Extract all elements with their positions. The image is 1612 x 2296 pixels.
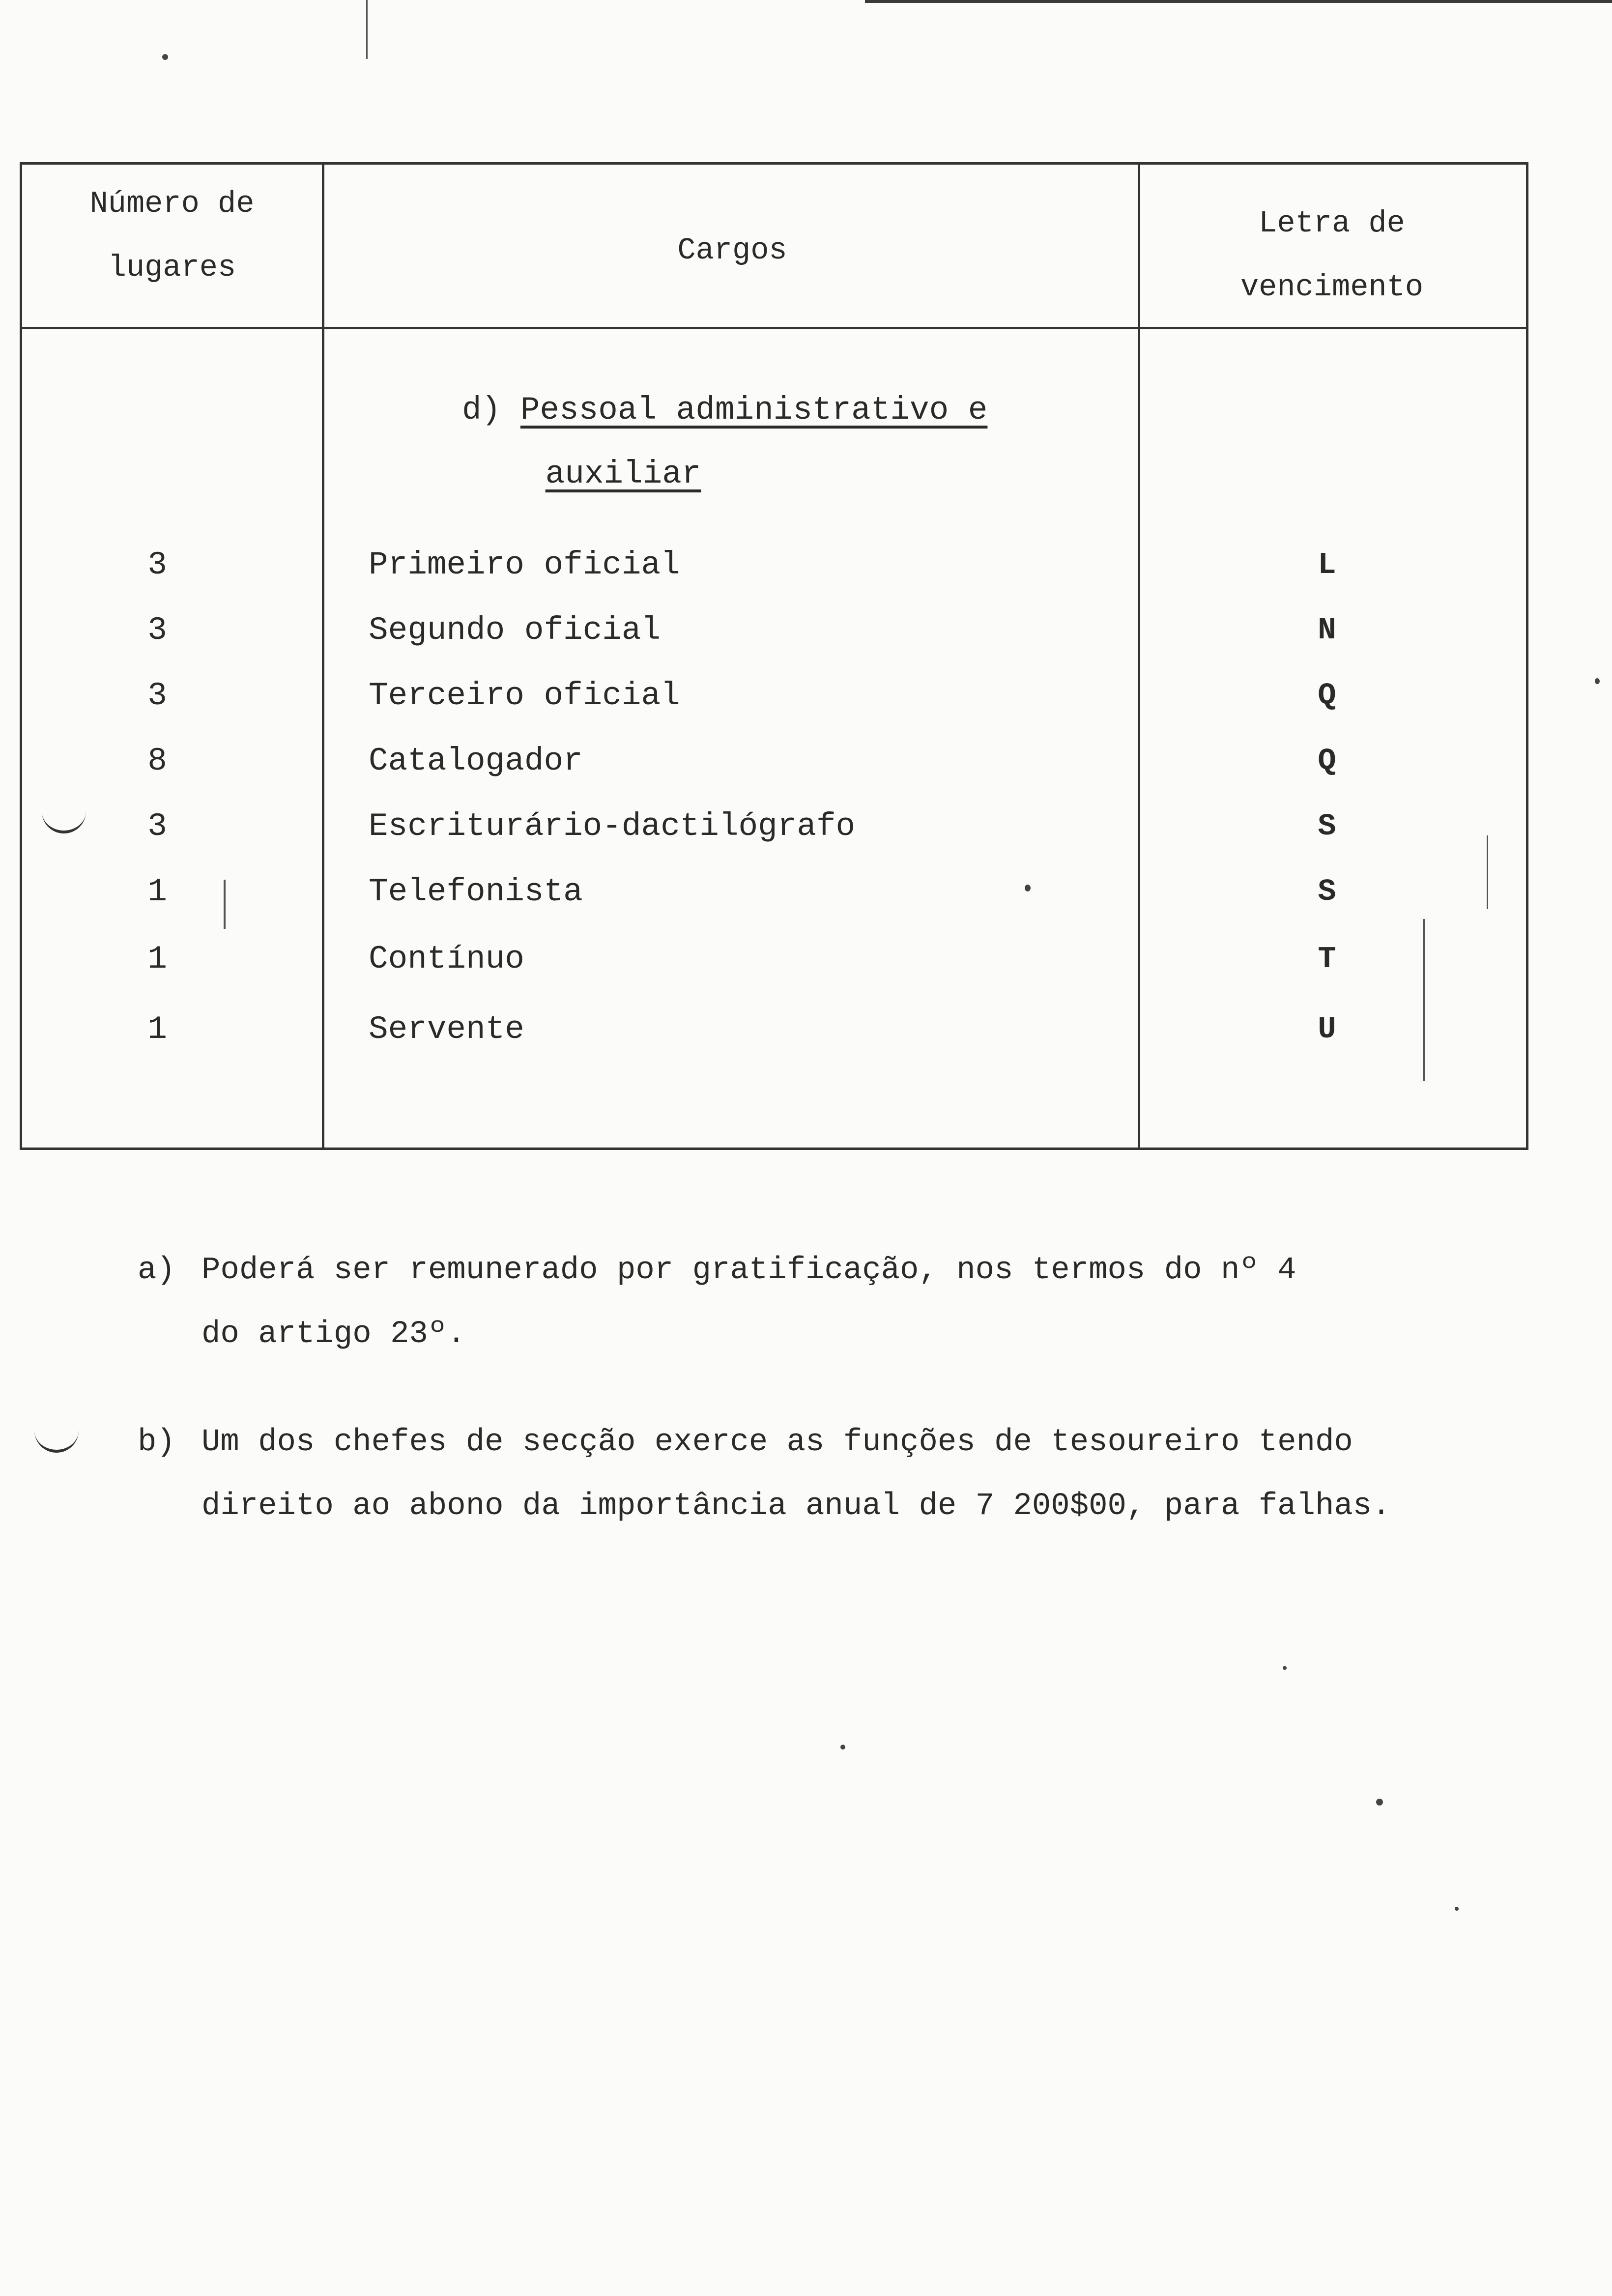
speck xyxy=(1376,1799,1383,1806)
pen-mark xyxy=(1487,835,1488,909)
numero-cell: 3 xyxy=(147,808,167,845)
numero-cell: 3 xyxy=(147,677,167,714)
cargo-cell: Telefonista xyxy=(369,873,583,910)
numero-cell: 1 xyxy=(147,1011,167,1048)
letra-cell: S xyxy=(1318,874,1336,909)
table-row xyxy=(0,533,1612,597)
pen-mark xyxy=(224,880,226,929)
table-row xyxy=(0,998,1612,1062)
numero-cell: 8 xyxy=(147,743,167,779)
cargo-cell: Servente xyxy=(369,1011,524,1048)
speck xyxy=(1283,1666,1287,1670)
footnote-b xyxy=(138,1410,1514,1543)
table-row xyxy=(0,599,1612,662)
table-row xyxy=(0,664,1612,728)
cargo-cell: Primeiro oficial xyxy=(369,546,680,583)
footnote-label: b) xyxy=(138,1425,175,1460)
table-row xyxy=(0,860,1612,924)
footnote-label: a) xyxy=(138,1253,175,1288)
speck xyxy=(1025,885,1031,891)
cargo-cell: Catalogador xyxy=(369,743,583,779)
numero-cell: 3 xyxy=(147,546,167,583)
cargo-cell: Terceiro oficial xyxy=(369,677,680,714)
table-row xyxy=(0,729,1612,793)
numero-cell: 1 xyxy=(147,873,167,910)
footnote-text: Um dos chefes de secção exerce as funções de tesoureiro tendo direito ao abono da importância anual de 7 200$00, para falhas. xyxy=(202,1425,1391,1524)
numero-cell: 1 xyxy=(147,941,167,977)
letra-cell: L xyxy=(1318,547,1336,582)
letra-cell: Q xyxy=(1318,678,1336,713)
letra-cell: S xyxy=(1318,809,1336,844)
section-letter: d) xyxy=(462,392,501,429)
cargo-cell: Segundo oficial xyxy=(369,612,661,649)
table-row xyxy=(0,795,1612,859)
pen-mark xyxy=(366,0,368,59)
header-letra-de-vencimento: Letra de vencimento xyxy=(1240,206,1424,305)
letra-cell: T xyxy=(1318,942,1336,976)
speck xyxy=(1595,678,1600,684)
section-title-line2: auxiliar xyxy=(545,456,701,492)
speck xyxy=(1455,1907,1459,1911)
margin-mark xyxy=(34,1425,79,1453)
footnote-a xyxy=(138,1238,1514,1371)
speck xyxy=(162,54,168,60)
pen-mark xyxy=(1423,919,1425,1081)
numero-cell: 3 xyxy=(147,612,167,649)
table-row xyxy=(0,927,1612,991)
header-cargos: Cargos xyxy=(677,233,787,268)
top-rule xyxy=(865,0,1612,3)
section-heading xyxy=(462,378,987,506)
header-numero-de-lugares: Número de lugares xyxy=(89,186,255,285)
speck xyxy=(840,1745,845,1750)
cargo-cell: Contínuo xyxy=(369,941,524,977)
letra-cell: Q xyxy=(1318,744,1336,778)
letra-cell: N xyxy=(1318,613,1336,648)
footnote-text: Poderá ser remunerado por gratificação, nos termos do nº 4 do artigo 23º. xyxy=(202,1253,1296,1352)
letra-cell: U xyxy=(1318,1012,1336,1047)
header-divider xyxy=(20,327,1528,329)
section-title-line1: Pessoal administrativo e xyxy=(520,392,988,429)
cargo-cell: Escriturário-dactilógrafo xyxy=(369,808,856,845)
